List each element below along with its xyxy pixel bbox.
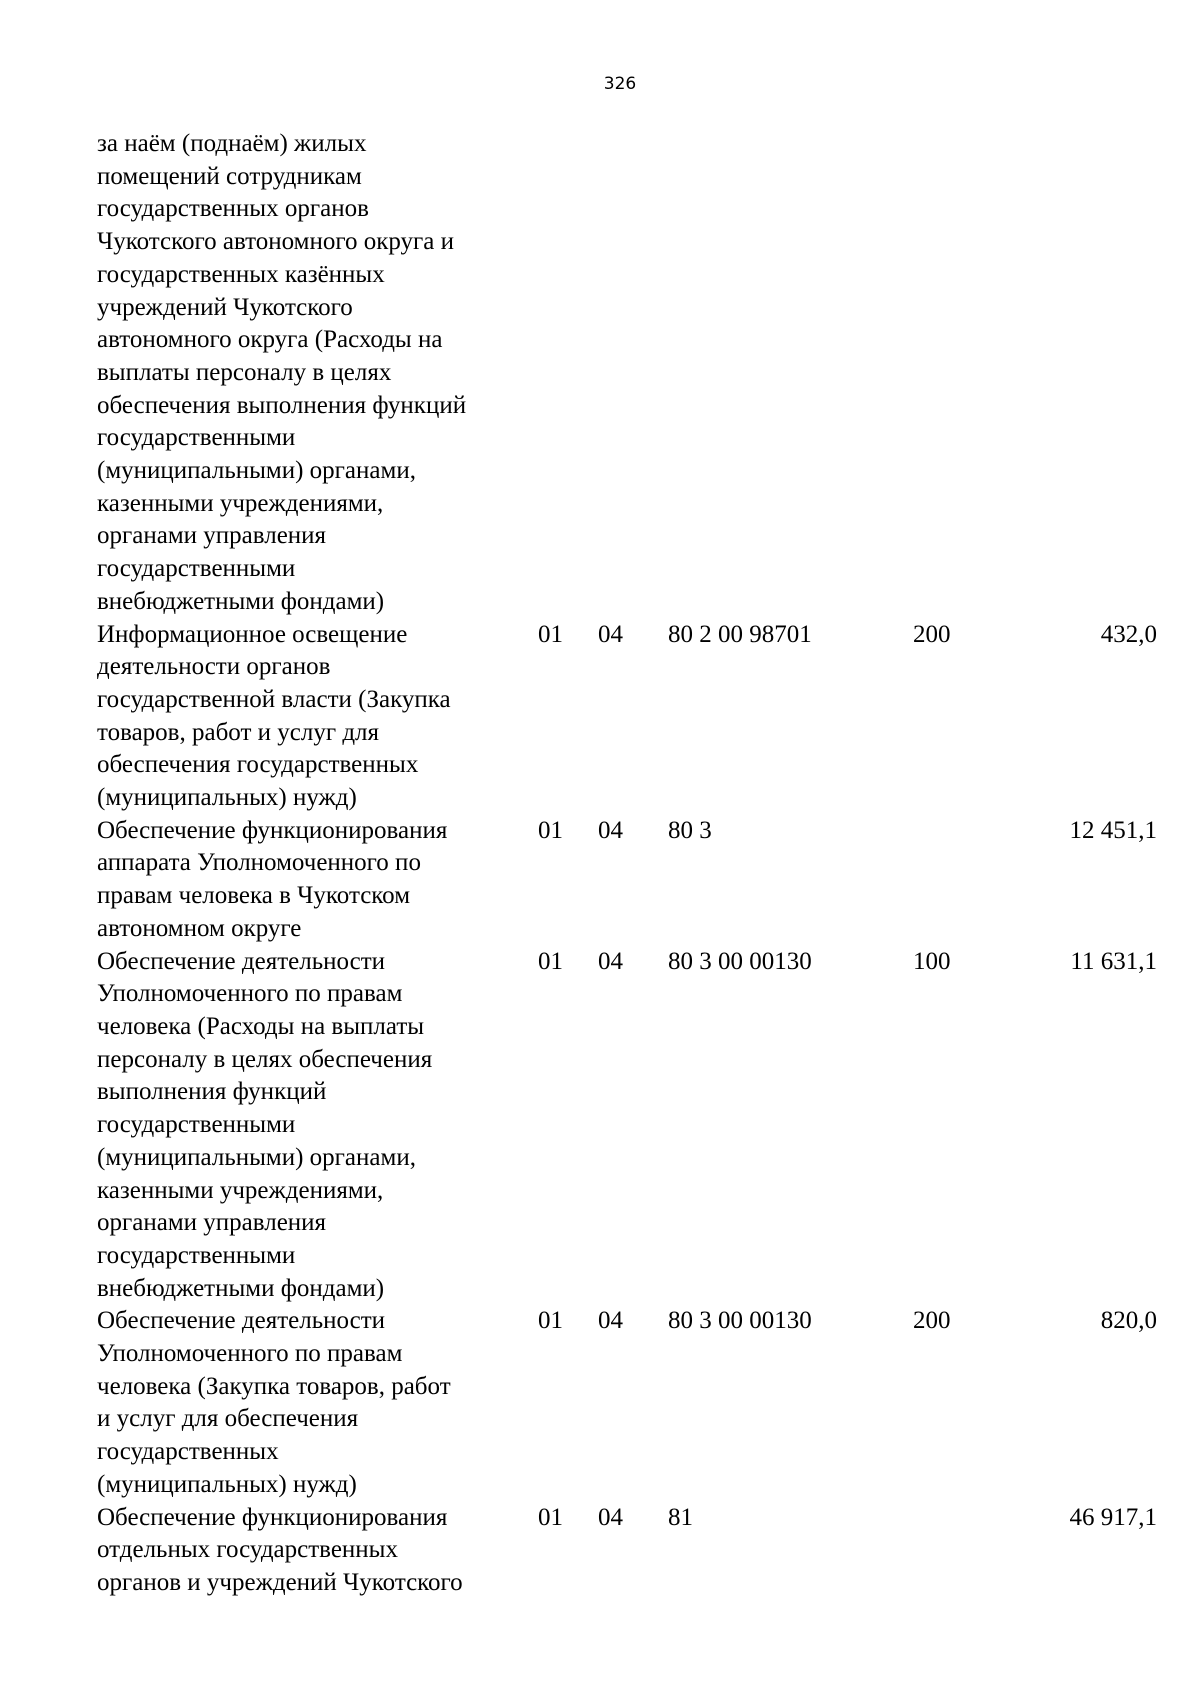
row-name-line: государственных казённых: [97, 260, 385, 288]
expense-type-code: 200: [913, 620, 951, 648]
row-name-line: за наём (поднаём) жилых: [97, 130, 367, 157]
row-name: [97, 128, 527, 619]
amount: 12 451,1: [1069, 816, 1157, 844]
row-name-line: автономном округе: [97, 914, 302, 942]
budget-table: [97, 128, 1157, 1600]
subsection-code: 04: [598, 1307, 623, 1335]
row-name-line: (муниципальными) органами,: [97, 457, 416, 485]
target-item-code: 80 3: [668, 816, 712, 844]
row-name-line: государственными: [97, 1241, 296, 1269]
section-code: 01: [538, 947, 563, 975]
row-name-line: обеспечения государственных: [97, 751, 419, 779]
subsection-code: 04: [598, 816, 623, 844]
row-name-line: отдельных государственных: [97, 1536, 398, 1564]
row-name-line: государственными: [97, 555, 296, 583]
row-name-line: государственных: [97, 1438, 279, 1466]
table-row: [97, 1502, 1157, 1600]
subsection-code: 04: [598, 1503, 623, 1531]
subsection-code: 04: [598, 620, 623, 648]
row-name-line: учреждений Чукотского: [97, 293, 353, 321]
row-name-line: внебюджетными фондами): [97, 1274, 385, 1302]
row-name: [97, 619, 527, 815]
row-name-line: аппарата Уполномоченного по: [97, 849, 421, 877]
table-row: [97, 1305, 1157, 1501]
row-name-line: выплаты персоналу в целях: [97, 358, 392, 386]
target-item-code: 80 3 00 00130: [668, 947, 812, 975]
expense-type-code: 200: [913, 1307, 951, 1335]
row-name-line: органов и учреждений Чукотского: [97, 1568, 463, 1596]
row-name: [97, 1305, 527, 1501]
row-name-line: человека (Расходы на выплаты: [97, 1012, 425, 1040]
row-name-line: персоналу в целях обеспечения: [97, 1045, 433, 1073]
row-name-line: обеспечения выполнения функций: [97, 391, 467, 419]
row-name-line: (муниципальных) нужд): [97, 1470, 357, 1498]
row-name-line: человека (Закупка товаров, работ: [97, 1372, 451, 1400]
row-name-line: (муниципальных) нужд): [97, 784, 357, 812]
row-name-line: казенными учреждениями,: [97, 489, 384, 517]
row-name: [97, 946, 527, 1306]
amount: 11 631,1: [1070, 947, 1157, 975]
row-name-line: правам человека в Чукотском: [97, 882, 411, 910]
amount: 46 917,1: [1069, 1503, 1157, 1531]
target-item-code: 80 3 00 00130: [668, 1307, 812, 1335]
expense-type-code: 100: [913, 947, 951, 975]
row-name-line: Обеспечение деятельности: [97, 947, 386, 975]
row-name-line: внебюджетными фондами): [97, 587, 385, 615]
row-name-line: Уполномоченного по правам: [97, 1340, 403, 1368]
table-row: [97, 946, 1157, 1306]
row-name-line: казенными учреждениями,: [97, 1176, 384, 1204]
row-name-line: автономного округа (Расходы на: [97, 326, 443, 354]
row-name-line: Информационное освещение: [97, 620, 408, 648]
section-code: 01: [538, 620, 563, 648]
section-code: 01: [538, 816, 563, 844]
target-item-code: 80 2 00 98701: [668, 620, 812, 648]
section-code: 01: [538, 1503, 563, 1531]
amount: 432,0: [1100, 620, 1157, 648]
row-name-line: и услуг для обеспечения: [97, 1405, 359, 1433]
row-name-line: государственной власти (Закупка: [97, 685, 451, 713]
row-name-line: органами управления: [97, 1209, 327, 1237]
row-name-line: Обеспечение функционирования: [97, 816, 448, 844]
row-name-line: (муниципальными) органами,: [97, 1143, 416, 1171]
row-name-line: Уполномоченного по правам: [97, 980, 403, 1008]
row-name-line: Чукотского автономного округа и: [97, 228, 455, 256]
row-name-line: государственными: [97, 424, 296, 452]
subsection-code: 04: [598, 947, 623, 975]
row-name-line: государственными: [97, 1111, 296, 1139]
row-name: [97, 815, 527, 946]
row-name-line: помещений сотрудникам: [97, 162, 362, 190]
section-code: 01: [538, 1307, 563, 1335]
row-name-line: органами управления: [97, 522, 327, 550]
row-name-line: товаров, работ и услуг для: [97, 718, 380, 746]
row-name-line: выполнения функций: [97, 1078, 327, 1106]
row-name: [97, 1502, 527, 1600]
amount: 820,0: [1100, 1307, 1157, 1335]
row-name-line: Обеспечение функционирования: [97, 1503, 448, 1531]
table-row: [97, 815, 1157, 946]
table-row: [97, 128, 1157, 619]
row-name-line: деятельности органов: [97, 653, 331, 681]
row-name-line: государственных органов: [97, 195, 369, 223]
page-number: 326: [603, 74, 637, 94]
table-row: [97, 619, 1157, 815]
row-name-line: Обеспечение деятельности: [97, 1307, 386, 1335]
target-item-code: 81: [668, 1503, 693, 1531]
